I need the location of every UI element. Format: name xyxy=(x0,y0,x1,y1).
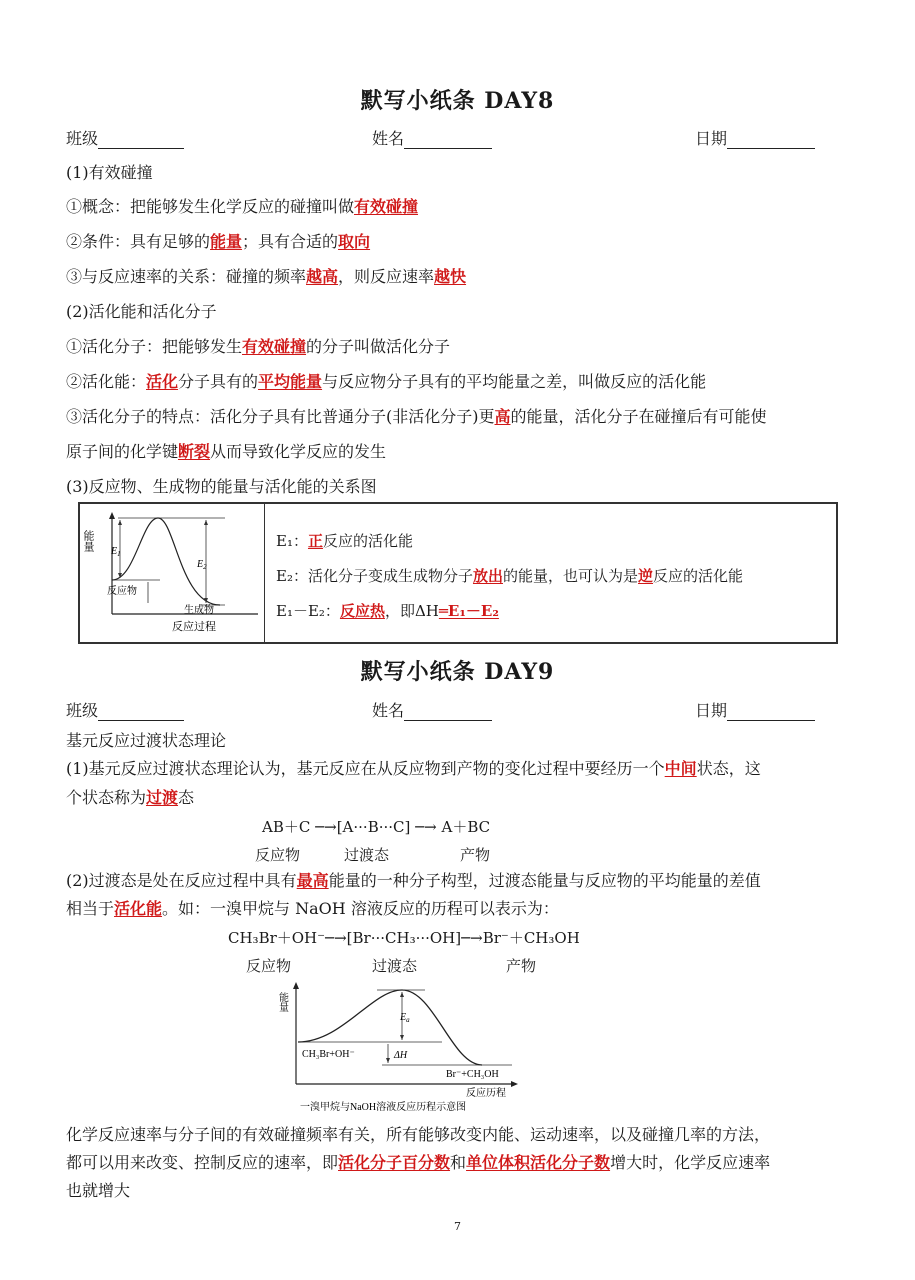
day9-class-field: 班级 xyxy=(66,698,184,721)
rate-relation-line: ③与反应速率的关系：碰撞的频率越高，则反应速率越快 xyxy=(66,267,467,286)
energy-diagram-table xyxy=(78,502,838,644)
day8-name-field: 姓名 xyxy=(372,126,492,149)
e1-minus-e2-row: E₁－E₂：反应热，即ΔH═E₁－E₂ xyxy=(276,602,499,620)
ts-p4: 相当于活化能。如：一溴甲烷与 NaOH 溶液反应的历程可以表示为： xyxy=(66,899,559,918)
graph-x-label: 反应过程 xyxy=(172,621,216,633)
eq2-product-label: 产物 xyxy=(506,957,537,975)
theory-p2: 个状态称为过渡态 xyxy=(66,788,195,807)
eq2-ts-label: 过渡态 xyxy=(372,957,418,975)
eq1-ts-label: 过渡态 xyxy=(344,846,390,864)
ts-p3: (2)过渡态是处在反应过程中具有最高能量的一种分子构型，过渡态能量与反应物的平均能量的差值 xyxy=(66,871,761,890)
concept-line: ①概念：把能够发生化学反应的碰撞叫做有效碰撞 xyxy=(66,197,419,216)
condition-line: ②条件：具有足够的能量；具有合适的取向 xyxy=(66,232,371,251)
bromomethane-energy-graph xyxy=(276,978,522,1118)
eq1-reactant-label: 反应物 xyxy=(255,846,301,864)
e2-row: E₂：活化分子变成生成物分子放出的能量，也可认为是逆反应的活化能 xyxy=(276,567,744,585)
day8-date-field: 日期 xyxy=(695,126,815,149)
day9-name-field: 姓名 xyxy=(372,698,492,721)
ea-label: $E_a$ xyxy=(400,1012,410,1024)
section-heading: (2)活化能和活化分子 xyxy=(66,302,217,321)
graph-y-label: 能量 xyxy=(82,530,94,552)
day9-date-field: 日期 xyxy=(695,698,815,721)
summary-p6: 都可以用来改变、控制反应的速率，即活化分子百分数和单位体积活化分子数增大时，化学反应速率 xyxy=(66,1153,771,1172)
energy-graph xyxy=(80,504,264,644)
equation-2: CH₃Br＋OH⁻─→[Br···CH₃···OH]─→Br⁻＋CH₃OH xyxy=(228,929,580,947)
e1-row: E₁：正反应的活化能 xyxy=(276,532,413,550)
theory-heading: 基元反应过渡状态理论 xyxy=(66,731,227,750)
section-heading: (3)反应物、生成物的能量与活化能的关系图 xyxy=(66,477,377,496)
feature-line: ③活化分子的特点：活化分子具有比普通分子(非活化分子)更高的能量，活化分子在碰撞后有可能使 xyxy=(66,407,767,426)
e1-label: $E_1$ xyxy=(111,546,121,558)
reactant-label: 反应物 xyxy=(107,586,137,597)
section-heading: (1)有效碰撞 xyxy=(66,163,153,182)
day9-title: 默写小纸条 DAY9 xyxy=(360,659,555,685)
eq1-product-label: 产物 xyxy=(460,846,491,864)
reactant-label: CH₃Br+OH⁻ xyxy=(302,1049,355,1060)
product-label: Br⁻+CH₃OH xyxy=(446,1069,499,1080)
e2-label: $E_2$ xyxy=(197,559,207,571)
summary-p5: 化学反应速率与分子间的有效碰撞频率有关，所有能够改变内能、运动速率，以及碰撞几率的方法， xyxy=(66,1125,771,1144)
eq2-reactant-label: 反应物 xyxy=(246,957,292,975)
equation-1: AB＋C ─→[A···B···C] ─→ A＋BC xyxy=(262,818,491,836)
summary-p7: 也就增大 xyxy=(66,1181,131,1200)
page-number: 7 xyxy=(454,1220,461,1233)
activated-molecule-line: ①活化分子：把能够发生有效碰撞的分子叫做活化分子 xyxy=(66,337,451,356)
graph-y-label: 能量 xyxy=(276,992,288,1012)
activation-energy-line: ②活化能：活化分子具有的平均能量与反应物分子具有的平均能量之差，叫做反应的活化能 xyxy=(66,372,707,391)
feature-line-cont: 原子间的化学键断裂从而导致化学反应的发生 xyxy=(66,442,387,461)
product-label: 生成物 xyxy=(184,605,214,616)
dh-label: ΔH xyxy=(394,1050,408,1061)
graph-caption: 一溴甲烷与NaOH溶液反应历程示意图 xyxy=(300,1102,467,1113)
graph-x-label: 反应历程 xyxy=(466,1088,506,1099)
day8-class-field: 班级 xyxy=(66,126,184,149)
day8-title: 默写小纸条 DAY8 xyxy=(360,88,555,114)
theory-p1: (1)基元反应过渡状态理论认为，基元反应在从反应物到产物的变化过程中要经历一个中间状态，这 xyxy=(66,759,761,778)
